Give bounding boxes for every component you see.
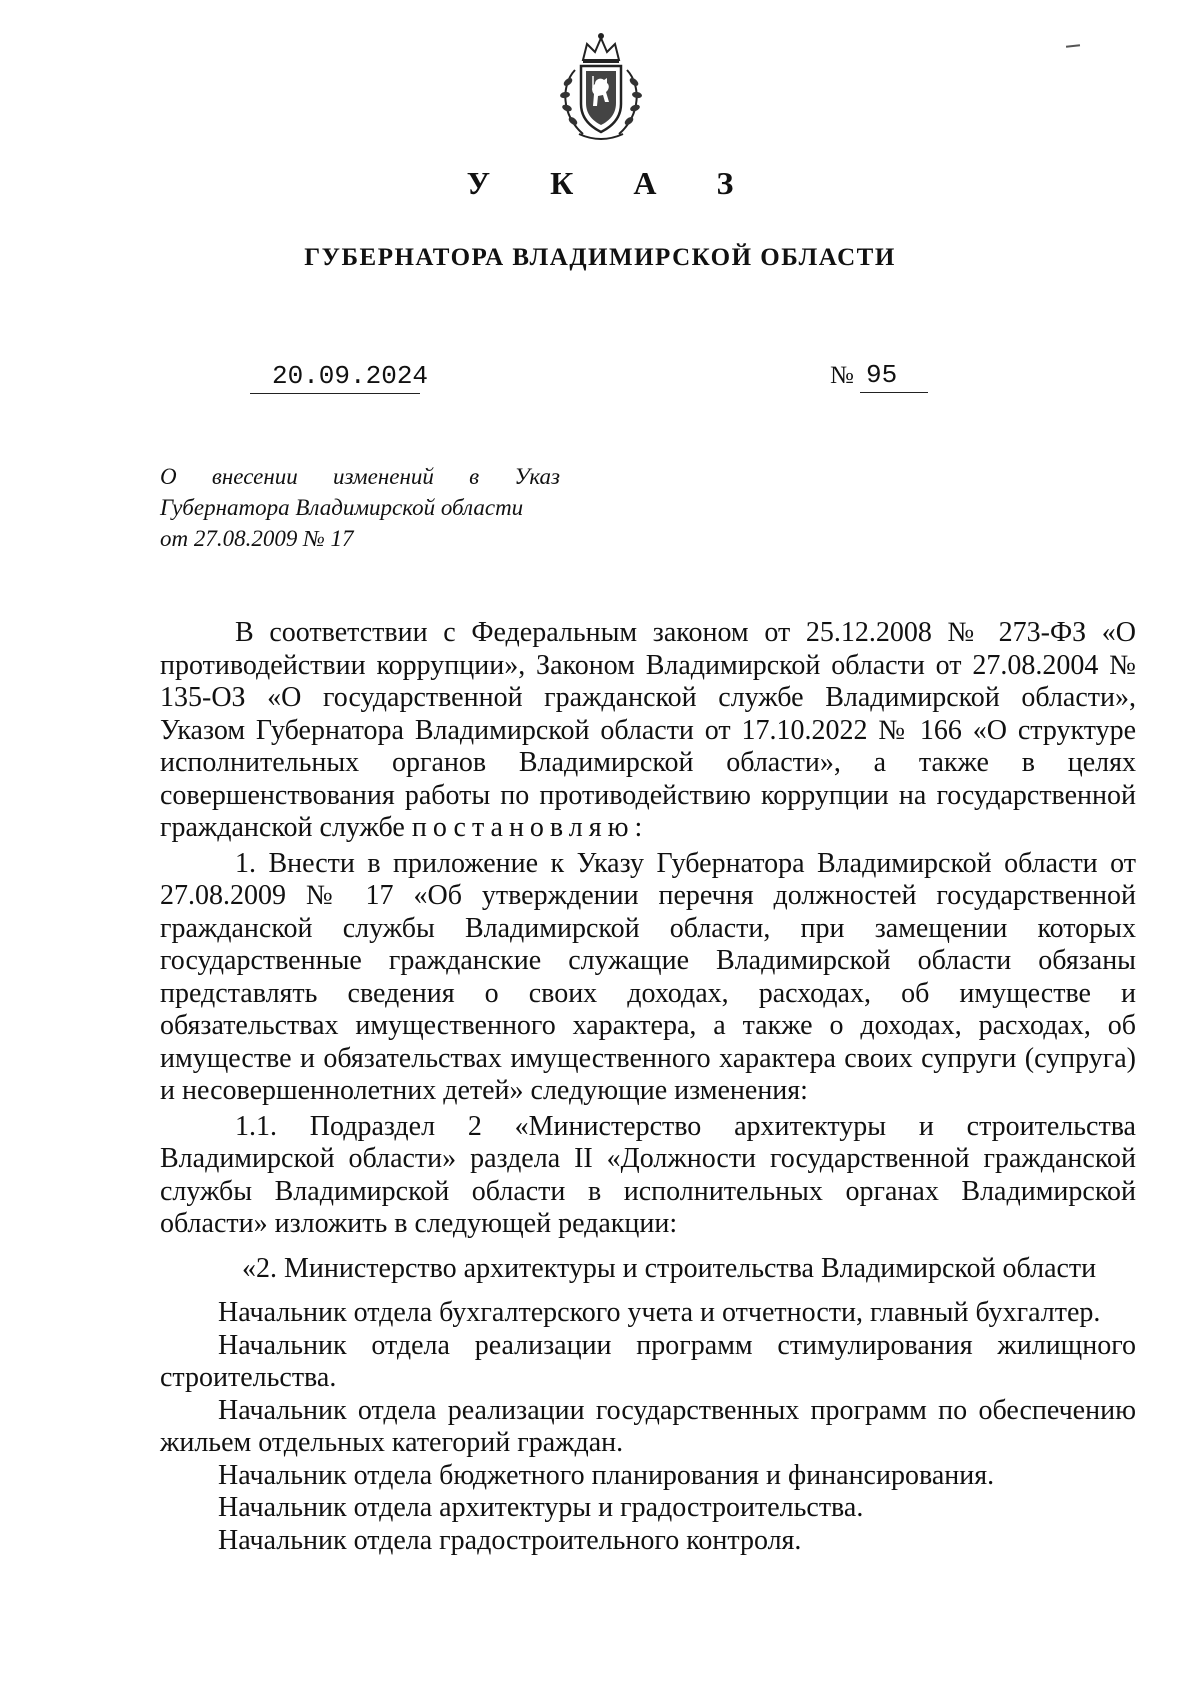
item-1-paragraph: 1. Внести в приложение к Указу Губернатора Владимирской области от 27.08.2009 № 17 «Об утверждении перечня должностей государственной гражданской службы Владимирской области, при замещении которых государственные гражданские служащие Владимирской области обязаны представлять сведения о своих доходах, расходах, об имуществе и обязательствах имущественного характера, а также о доходах, расходах, об имуществе и обязательствах имущественного характера своих супруги (супруга) и несовершеннолетних детей» следующие изменения: [160,847,1136,1106]
decree-number: 95 [866,360,898,390]
decree-body [160,617,1136,1557]
section-heading: «2. Министерство архитектуры и строительства Владимирской области [242,1252,1097,1284]
decree-date: 20.09.2024 [272,361,429,391]
position-item: Начальник отдела градостроительного контроля. [218,1524,802,1556]
coat-of-arms-icon [543,30,659,146]
position-item: Начальник отдела бюджетного планирования и финансирования. [218,1459,995,1491]
date-underline [250,393,420,394]
subject-line-2: Губернатора Владимирской области [160,495,524,520]
document-subtitle: ГУБЕРНАТОРА ВЛАДИМИРСКОЙ ОБЛАСТИ [304,244,896,271]
position-item: Начальник отдела архитектуры и градостроительства. [218,1492,864,1523]
decree-subject [160,461,560,554]
subject-line-1: О внесении изменений в Указ [160,464,560,489]
number-underline [860,392,928,393]
document-title: У К А З [466,165,760,201]
position-item: Начальник отдела бухгалтерского учета и отчетности, главный бухгалтер. [218,1297,1101,1328]
subject-line-3: от 27.08.2009 № 17 [160,526,354,551]
number-sign: № [830,362,854,389]
position-item: Начальник отдела реализации государственных программ по обеспечению жильем отдельных категорий граждан. [160,1394,1136,1458]
decree-word: постановляю: [411,812,649,843]
scan-artifact [1066,44,1080,47]
item-1-1-paragraph: 1.1. Подраздел 2 «Министерство архитектуры и строительства Владимирской области» раздела II «Должности государственной гражданской службы Владимирской области в исполнительных органах Владимирской области» изложить в следующей редакции: [160,1110,1136,1239]
preamble-text: В соответствии с Федеральным законом от 25.12.2008 № 273-ФЗ «О противодействии коррупции», Законом Владимирской области от 27.08.2004 № 135-ОЗ «О государственной гражданской службе Владимирской области», Указом Губернатора Владимирской области от 17.10.2022 № 166 «О структуре исполнительных органов Владимирской области», а также в целях совершенствования работы по противодействию коррупции на государственной гражданской службе [160,617,1136,843]
position-item: Начальник отдела реализации программ стимулирования жилищного строительства. [160,1329,1136,1393]
preamble-paragraph [160,617,1136,845]
